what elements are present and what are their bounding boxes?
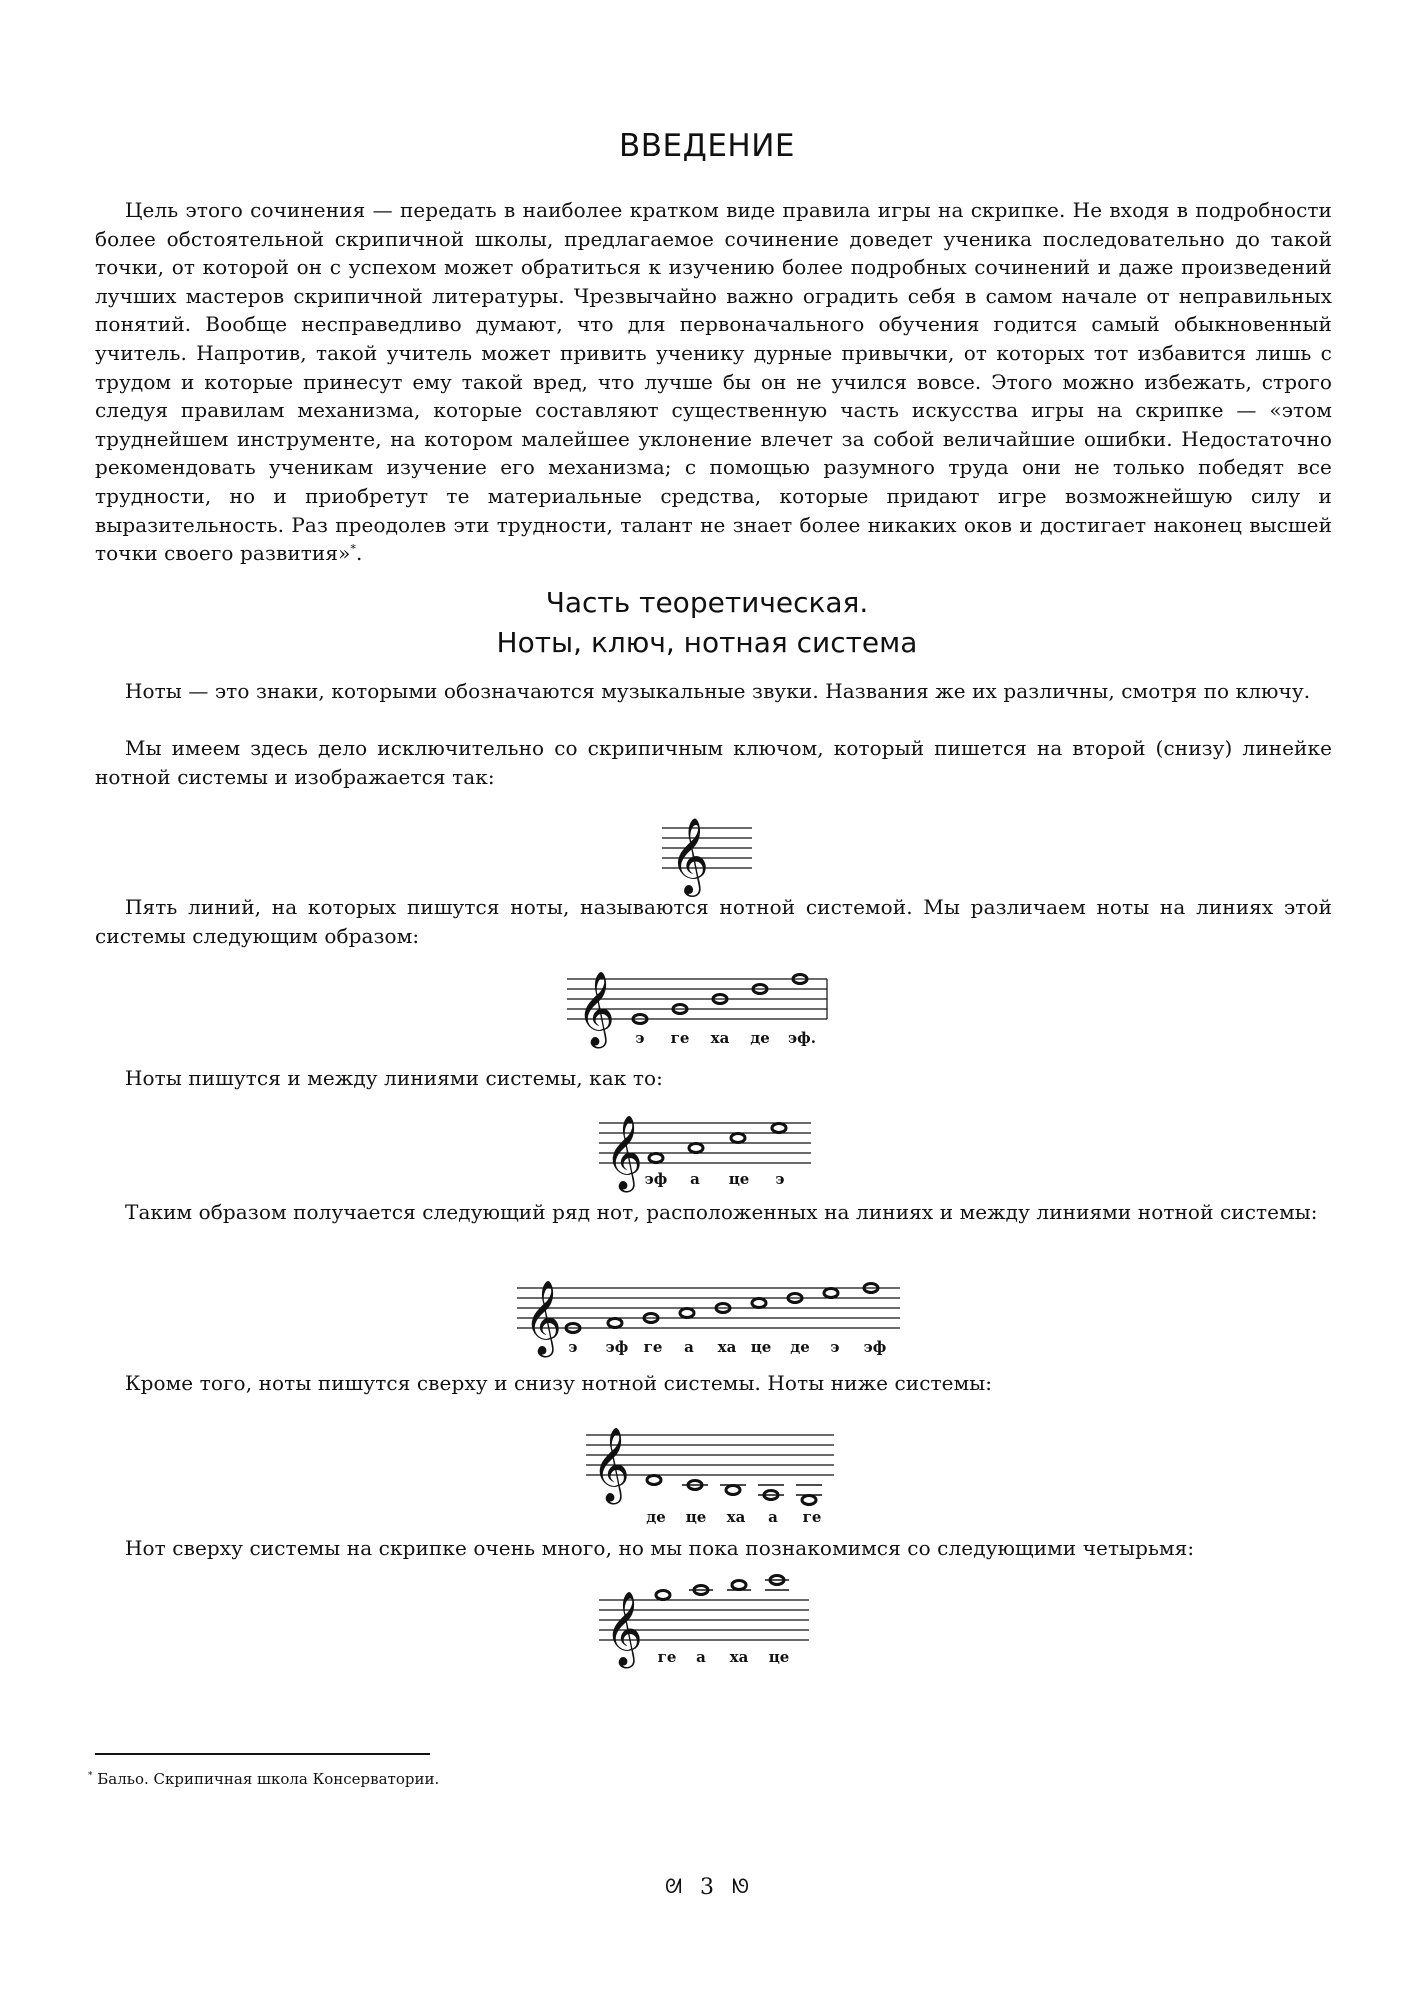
note-label: ха [729,1648,749,1666]
note-label: эф [605,1338,629,1356]
note [752,1299,766,1308]
paragraph-spaces: Ноты пишутся и между линиями системы, как то: [125,1066,664,1090]
page-number-block [0,1874,1414,1900]
section-title-line1: Часть теоретическая. [545,586,869,619]
note-label: ге [657,1648,677,1666]
note-label: де [790,1338,810,1356]
note-label: ге [643,1338,663,1356]
note-label: де [646,1508,666,1526]
treble-clef-icon: 𝄞 [670,817,710,894]
note-label: а [690,1170,700,1188]
note-label: эф [863,1338,887,1356]
note-label: це [685,1508,707,1526]
note [649,1154,663,1163]
footnote [88,1770,439,1788]
note-label: це [728,1170,750,1188]
note-label: це [750,1338,772,1356]
note-label: де [750,1029,770,1047]
page-number: 3 [700,1875,714,1900]
intro-text: Цель этого сочинения — передать в наиболее кратком виде правила игры на скрипке. Не входя в подробности более обстоятельной скрипичной школы, предлагаемое сочинение доведет ученика последовательно до такой точки, от которой он с успехом может обратиться к изучению более подробных сочинений и даже произведений лучших мастеров скрипичной литературы. Чрезвычайно важно оградить себя в самом начале от неправильных понятий. Вообще несправедливо думают, что для первоначального обучения годится самый обыкновенный учитель. Напротив, такой учитель может привить ученику дурные привычки, от которых тот избавится лишь с трудом и которые принесут ему такой вред, что лучше бы он не учился вовсе. Этого можно избежать, строго следуя правилам механизма, которые составляют существенную часть искусства игры на скрипке — «этом труднейшем инструменте, на котором малейшее уклонение влечет за собой величайшие ошибки. Недостаточно рекомендовать ученикам изучение его механизма; с помощью разумного труда они не только победят все трудности, но и приобретут те материальные средства, которые придают игре возможнейшую силу и выразительность. Раз преодолев эти трудности, талант не знает более никаких оков и достигает наконец высшей точки своего развития» [95,198,1332,566]
note [802,1496,816,1505]
paragraph-clef: Мы имеем здесь дело исключительно со скрипичным ключом, который пишется на второй (снизу) линейке нотной системы и изображается так: [95,736,1332,789]
treble-clef-icon: 𝄞 [524,1281,562,1355]
staff-series-example [515,1268,915,1358]
treble-clef-icon: 𝄞 [592,1428,630,1502]
note-label: э [635,1029,645,1047]
treble-clef-icon: 𝄞 [577,972,615,1046]
page-heading: ВВЕДЕНИЕ [618,128,795,164]
ornament-left-icon: ᘛ [664,1874,682,1898]
note [731,1134,745,1143]
paragraph-series: Таким образом получается следующий ряд нот, расположенных на линиях и между линиями нотной системы: [125,1200,1318,1224]
note [732,1581,746,1590]
staff-below-example [584,1420,844,1530]
staff-lines-example [565,964,845,1054]
paragraph-above: Нот сверху системы на скрипке очень много, но мы пока познакомимся со следующими четырьмя: [125,1536,1195,1560]
treble-clef-icon: 𝄞 [605,1116,643,1190]
note [824,1289,838,1298]
note [656,1591,670,1600]
footnote-text: Бальо. Скрипичная школа Консерватории. [97,1770,440,1788]
note-label: це [768,1648,790,1666]
staff-spaces-example [597,1106,817,1196]
note-label: э [568,1338,578,1356]
section-title-line2: Ноты, ключ, нотная система [496,626,918,659]
note [647,1476,661,1485]
note-label: эф. [788,1029,816,1047]
ornament-right-icon: ᘚ [732,1874,750,1898]
staff-clef-example [660,808,760,898]
paragraph-lines: Пять линий, на которых пишутся ноты, называются нотной системой. Мы различаем ноты на линиях этой системы следующим образом: [95,895,1332,948]
note [689,1144,703,1153]
treble-clef-icon: 𝄞 [605,1592,643,1666]
footnote-ref: * [350,542,357,556]
note-label: э [775,1170,785,1188]
note-label: ха [710,1029,730,1047]
note [772,1124,786,1133]
intro-end: . [356,541,363,566]
note [608,1319,622,1328]
staff-above-example [597,1570,817,1670]
note-label: эф [644,1170,668,1188]
note-label: ге [802,1508,822,1526]
note [680,1309,694,1318]
note-label: а [696,1648,706,1666]
note-label: а [684,1338,694,1356]
note-label: а [768,1508,778,1526]
footnote-mark: * [88,1771,93,1781]
note-label: ге [670,1029,690,1047]
paragraph-notes: Ноты — это знаки, которыми обозначаются музыкальные звуки. Названия же их различны, смотря по ключу. [125,679,1311,703]
note [726,1486,740,1495]
note-label: ха [726,1508,746,1526]
note-label: ха [717,1338,737,1356]
note-label: э [830,1338,840,1356]
intro-paragraph [95,196,1332,568]
footnote-divider [95,1753,430,1755]
paragraph-below: Кроме того, ноты пишутся сверху и снизу нотной системы. Ноты ниже системы: [125,1371,993,1395]
